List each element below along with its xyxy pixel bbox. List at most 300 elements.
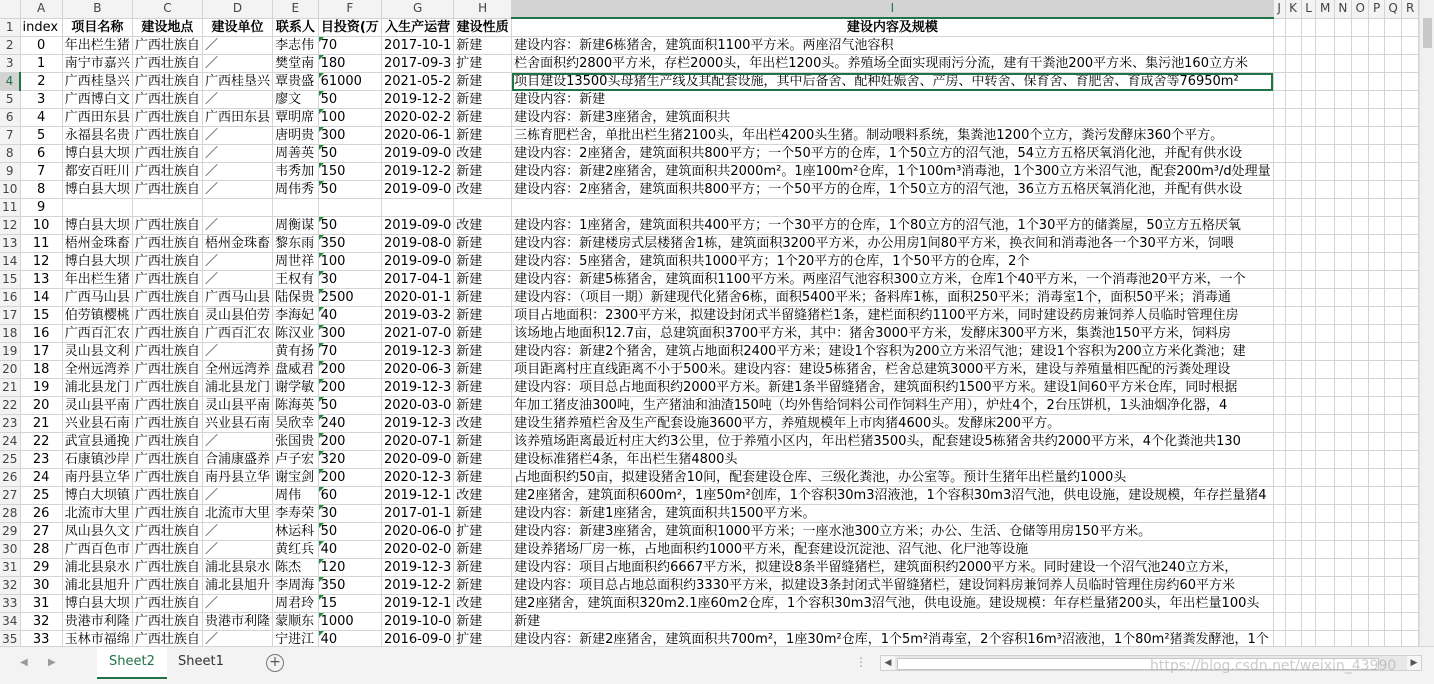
data-cell[interactable]: 2020-09-0 [382, 451, 454, 469]
column-header-r[interactable]: R [1402, 0, 1419, 18]
data-cell[interactable]: 周伟秀 [273, 181, 319, 199]
empty-cell[interactable] [1351, 127, 1369, 145]
index-cell[interactable]: 9 [20, 199, 62, 217]
empty-cell[interactable] [1334, 289, 1351, 307]
content-cell[interactable]: 建设内容：新建6栋猪舍，建筑面积1100平方米。两座沼气池容积 [512, 37, 1274, 55]
data-cell[interactable]: 100 [318, 253, 381, 271]
empty-cell[interactable] [1334, 307, 1351, 325]
header-cell[interactable]: index [20, 18, 62, 37]
content-cell[interactable]: 栏舍面积约2800平方米，存栏2000头，年出栏1200头。养殖场全面实现雨污分流，建有干粪池200平方米、集污池160立方米 [512, 55, 1274, 73]
add-sheet-icon[interactable]: + [266, 654, 284, 672]
index-cell[interactable]: 33 [20, 631, 62, 647]
empty-cell[interactable] [1285, 487, 1301, 505]
empty-cell[interactable] [1384, 559, 1402, 577]
empty-cell[interactable] [1316, 397, 1334, 415]
data-cell[interactable]: 2019-12-3 [382, 415, 454, 433]
content-cell[interactable]: 建设内容：新建 [512, 91, 1274, 109]
empty-cell[interactable] [1402, 109, 1419, 127]
empty-cell[interactable] [1384, 253, 1402, 271]
empty-cell[interactable] [1273, 37, 1285, 55]
data-cell[interactable]: 全州远湾养 [62, 361, 132, 379]
empty-cell[interactable] [1369, 253, 1384, 271]
data-cell[interactable]: 30 [318, 271, 381, 289]
data-cell[interactable]: 2019-12-2 [382, 91, 454, 109]
next-sheet-icon[interactable]: ▶ [48, 657, 56, 668]
data-cell[interactable]: 广西田东县 [202, 109, 272, 127]
data-cell[interactable]: 广西桂垦兴 [202, 73, 272, 91]
data-cell[interactable]: ／ [202, 163, 272, 181]
data-cell[interactable]: 周善英 [273, 145, 319, 163]
row-header[interactable]: 4 [0, 73, 20, 91]
column-header-q[interactable]: Q [1384, 0, 1402, 18]
data-cell[interactable]: 70 [318, 343, 381, 361]
empty-cell[interactable] [1285, 109, 1301, 127]
data-cell[interactable]: 陆保贵 [273, 289, 319, 307]
row-header[interactable]: 25 [0, 451, 20, 469]
empty-cell[interactable] [1316, 109, 1334, 127]
empty-cell[interactable] [1369, 631, 1384, 647]
empty-cell[interactable] [1384, 235, 1402, 253]
empty-cell[interactable] [1334, 397, 1351, 415]
empty-cell[interactable] [1369, 109, 1384, 127]
empty-cell[interactable] [1351, 91, 1369, 109]
data-cell[interactable]: 扩建 [454, 523, 512, 541]
data-cell[interactable]: 180 [318, 55, 381, 73]
empty-cell[interactable] [1334, 487, 1351, 505]
header-cell[interactable]: 建设地点 [132, 18, 202, 37]
scroll-left-icon[interactable]: ◀ [881, 656, 895, 670]
empty-cell[interactable] [1402, 577, 1419, 595]
empty-cell[interactable] [1369, 469, 1384, 487]
empty-cell[interactable] [1351, 559, 1369, 577]
empty-cell[interactable] [1369, 217, 1384, 235]
empty-cell[interactable] [1384, 361, 1402, 379]
empty-cell[interactable] [1301, 577, 1316, 595]
row-header[interactable]: 16 [0, 289, 20, 307]
empty-cell[interactable] [1273, 217, 1285, 235]
data-cell[interactable]: 都安百旺川 [62, 163, 132, 181]
empty-cell[interactable] [1285, 145, 1301, 163]
data-cell[interactable]: 新建 [454, 433, 512, 451]
empty-cell[interactable] [1334, 199, 1351, 217]
column-header-a[interactable]: A [20, 0, 62, 18]
empty-cell[interactable] [1384, 343, 1402, 361]
empty-cell[interactable] [1285, 163, 1301, 181]
content-cell[interactable]: 建设生猪养殖栏舍及生产配套设施3600平方，养殖规模年上市肉猪4600头。发酵床200平方。 [512, 415, 1274, 433]
index-cell[interactable]: 24 [20, 469, 62, 487]
data-cell[interactable]: ／ [202, 541, 272, 559]
index-cell[interactable]: 32 [20, 613, 62, 631]
content-cell[interactable]: 建设内容：新建5栋猪舍，建筑面积1100平方米。两座沼气池容积300立方米，仓库1个40平方米，一个消毒池20平方米，一个 [512, 271, 1274, 289]
empty-cell[interactable] [1301, 379, 1316, 397]
empty-cell[interactable] [1351, 289, 1369, 307]
empty-cell[interactable] [1402, 505, 1419, 523]
empty-cell[interactable] [1316, 631, 1334, 647]
empty-cell[interactable] [1334, 505, 1351, 523]
content-cell[interactable]: 新建 [512, 613, 1274, 631]
row-header[interactable]: 7 [0, 127, 20, 145]
data-cell[interactable]: 350 [318, 235, 381, 253]
empty-cell[interactable] [1334, 361, 1351, 379]
row-header[interactable]: 9 [0, 163, 20, 181]
empty-cell[interactable] [1351, 163, 1369, 181]
empty-cell[interactable] [1369, 559, 1384, 577]
empty-cell[interactable] [1369, 37, 1384, 55]
data-cell[interactable]: 改建 [454, 595, 512, 613]
empty-cell[interactable] [1273, 361, 1285, 379]
data-cell[interactable]: 新建 [454, 361, 512, 379]
empty-cell[interactable] [1334, 469, 1351, 487]
data-cell[interactable]: 2020-06-3 [382, 361, 454, 379]
empty-cell[interactable] [1369, 235, 1384, 253]
empty-cell[interactable] [1334, 433, 1351, 451]
empty-cell[interactable] [1334, 379, 1351, 397]
empty-cell[interactable] [1273, 271, 1285, 289]
row-header[interactable]: 19 [0, 343, 20, 361]
empty-cell[interactable] [1351, 307, 1369, 325]
content-cell[interactable]: 建设内容：新建楼房式层楼猪舍1栋，建筑面积3200平方米，办公用房1间80平方米，换衣间和消毒池各一个30平方米，饲喂 [512, 235, 1274, 253]
content-cell[interactable]: 建设内容：项目总占地面积约2000平方米。新建1条半留缝猪舍，建筑面积约1500平方米。建设1间60平方米仓库，同时根据 [512, 379, 1274, 397]
data-cell[interactable] [454, 199, 512, 217]
data-cell[interactable]: 2017-09-3 [382, 55, 454, 73]
empty-cell[interactable] [1273, 505, 1285, 523]
data-cell[interactable] [132, 199, 202, 217]
empty-cell[interactable] [1273, 325, 1285, 343]
empty-cell[interactable] [1273, 577, 1285, 595]
data-cell[interactable]: 新建 [454, 451, 512, 469]
empty-cell[interactable] [1301, 307, 1316, 325]
column-header-i[interactable]: I [512, 0, 1274, 18]
empty-cell[interactable] [1285, 73, 1301, 91]
empty-cell[interactable] [1301, 145, 1316, 163]
data-cell[interactable]: 李志伟 [273, 37, 319, 55]
empty-cell[interactable] [1384, 415, 1402, 433]
empty-cell[interactable] [1402, 613, 1419, 631]
empty-cell[interactable] [1402, 91, 1419, 109]
empty-cell[interactable] [1402, 307, 1419, 325]
empty-cell[interactable] [1301, 109, 1316, 127]
data-cell[interactable]: 广西壮族自 [132, 325, 202, 343]
data-cell[interactable]: 2019-12-2 [382, 163, 454, 181]
empty-cell[interactable] [1384, 379, 1402, 397]
data-cell[interactable]: 新建 [454, 469, 512, 487]
empty-cell[interactable] [1351, 217, 1369, 235]
data-cell[interactable]: 新建 [454, 559, 512, 577]
data-cell[interactable]: 改建 [454, 181, 512, 199]
empty-cell[interactable] [1402, 343, 1419, 361]
content-cell[interactable]: 建设内容：新建2座猪舍，建筑面积共2000m²。1座100m²仓库，1个100m³消毒池，1个300立方米沼气池，配套200m³/d处理量 [512, 163, 1274, 181]
row-header[interactable]: 34 [0, 613, 20, 631]
header-cell[interactable]: 建设单位 [202, 18, 272, 37]
index-cell[interactable]: 10 [20, 217, 62, 235]
data-cell[interactable]: ／ [202, 631, 272, 647]
data-cell[interactable]: 陈海英 [273, 397, 319, 415]
data-cell[interactable]: 40 [318, 541, 381, 559]
data-cell[interactable] [202, 199, 272, 217]
empty-cell[interactable] [1402, 469, 1419, 487]
empty-cell[interactable] [1402, 235, 1419, 253]
empty-cell[interactable] [1334, 181, 1351, 199]
empty-cell[interactable] [1369, 145, 1384, 163]
row-header[interactable]: 14 [0, 253, 20, 271]
empty-cell[interactable] [1285, 307, 1301, 325]
empty-cell[interactable] [1301, 469, 1316, 487]
empty-cell[interactable] [1402, 37, 1419, 55]
empty-cell[interactable] [1273, 613, 1285, 631]
row-header[interactable]: 12 [0, 217, 20, 235]
empty-cell[interactable] [1334, 127, 1351, 145]
data-cell[interactable]: 广西壮族自 [132, 343, 202, 361]
row-header[interactable]: 30 [0, 541, 20, 559]
empty-cell[interactable] [1316, 505, 1334, 523]
row-header[interactable]: 23 [0, 415, 20, 433]
row-header[interactable]: 1 [0, 18, 20, 37]
data-cell[interactable]: 兴业县石南 [62, 415, 132, 433]
data-cell[interactable]: 2020-02-2 [382, 109, 454, 127]
empty-cell[interactable] [1273, 541, 1285, 559]
empty-cell[interactable] [1285, 451, 1301, 469]
data-cell[interactable]: 兴业县石南 [202, 415, 272, 433]
row-header[interactable]: 32 [0, 577, 20, 595]
index-cell[interactable]: 5 [20, 127, 62, 145]
empty-cell[interactable] [1334, 217, 1351, 235]
empty-cell[interactable] [1384, 37, 1402, 55]
empty-cell[interactable] [1369, 577, 1384, 595]
data-cell[interactable]: 玉林市福绵 [62, 631, 132, 647]
data-cell[interactable]: ／ [202, 91, 272, 109]
empty-cell[interactable] [1316, 199, 1334, 217]
empty-cell[interactable] [1316, 541, 1334, 559]
empty-cell[interactable] [1369, 325, 1384, 343]
empty-cell[interactable] [1273, 199, 1285, 217]
empty-cell[interactable] [1301, 595, 1316, 613]
empty-cell[interactable] [1316, 559, 1334, 577]
data-cell[interactable]: 合浦康盛养 [202, 451, 272, 469]
index-cell[interactable]: 30 [20, 577, 62, 595]
data-cell[interactable]: 2017-04-1 [382, 271, 454, 289]
empty-cell[interactable] [1384, 91, 1402, 109]
data-cell[interactable]: 新建 [454, 163, 512, 181]
data-cell[interactable]: 伯劳镇樱桃 [62, 307, 132, 325]
empty-cell[interactable] [1402, 145, 1419, 163]
data-cell[interactable]: 30 [318, 505, 381, 523]
empty-cell[interactable] [1384, 433, 1402, 451]
data-cell[interactable]: 新建 [454, 505, 512, 523]
empty-cell[interactable] [1351, 523, 1369, 541]
index-cell[interactable]: 25 [20, 487, 62, 505]
data-cell[interactable]: 南丹县立华 [202, 469, 272, 487]
empty-cell[interactable] [1334, 109, 1351, 127]
empty-cell[interactable] [1334, 73, 1351, 91]
empty-cell[interactable] [1273, 595, 1285, 613]
empty-cell[interactable] [1402, 181, 1419, 199]
data-cell[interactable]: 150 [318, 163, 381, 181]
data-cell[interactable]: ／ [202, 217, 272, 235]
column-header-m[interactable]: M [1316, 0, 1334, 18]
data-cell[interactable]: 廖文 [273, 91, 319, 109]
content-cell[interactable]: 建设内容：2座猪舍，建筑面积共800平方；一个50平方的仓库，1个50立方的沼气池，36立方五格厌氧消化池，并配有供水设 [512, 181, 1274, 199]
empty-cell[interactable] [1351, 109, 1369, 127]
empty-cell[interactable] [1369, 163, 1384, 181]
data-cell[interactable]: 梧州金珠畜 [62, 235, 132, 253]
empty-cell[interactable] [1301, 613, 1316, 631]
empty-cell[interactable] [1285, 559, 1301, 577]
empty-cell[interactable] [1285, 361, 1301, 379]
index-cell[interactable]: 11 [20, 235, 62, 253]
data-cell[interactable]: 扩建 [454, 631, 512, 647]
data-cell[interactable]: 200 [318, 433, 381, 451]
vertical-scroll-thumb[interactable] [1423, 18, 1432, 48]
empty-cell[interactable] [1316, 613, 1334, 631]
empty-cell[interactable] [1384, 397, 1402, 415]
empty-cell[interactable] [1334, 271, 1351, 289]
empty-cell[interactable] [1334, 18, 1351, 37]
data-cell[interactable]: 广西壮族自 [132, 559, 202, 577]
row-header[interactable]: 17 [0, 307, 20, 325]
data-cell[interactable]: 2019-09-0 [382, 145, 454, 163]
content-cell[interactable]: 项目占地面积：2300平方米，拟建设封闭式半留缝猪栏1条，建栏面积约1100平方米，同时建设药房兼饲养人员临时管理住房 [512, 307, 1274, 325]
empty-cell[interactable] [1384, 199, 1402, 217]
row-header[interactable]: 27 [0, 487, 20, 505]
empty-cell[interactable] [1369, 505, 1384, 523]
empty-cell[interactable] [1384, 217, 1402, 235]
data-cell[interactable]: 300 [318, 127, 381, 145]
data-cell[interactable]: 新建 [454, 325, 512, 343]
data-cell[interactable]: 广西壮族自 [132, 163, 202, 181]
index-cell[interactable]: 18 [20, 361, 62, 379]
content-cell[interactable]: 建设养猪场厂房一栋，占地面积约1000平方米，配套建设沉淀池、沼气池、化尸池等设施 [512, 541, 1274, 559]
data-cell[interactable]: 张国贵 [273, 433, 319, 451]
column-header-n[interactable]: N [1334, 0, 1351, 18]
empty-cell[interactable] [1301, 73, 1316, 91]
data-cell[interactable]: 1000 [318, 613, 381, 631]
content-cell[interactable]: 该养殖场距离最近村庄大约3公里，位于养殖小区内，年出栏猪3500头，配套建设5栋猪舍共约2000平方米，4个化粪池共130 [512, 433, 1274, 451]
data-cell[interactable]: 350 [318, 577, 381, 595]
index-cell[interactable]: 3 [20, 91, 62, 109]
data-cell[interactable]: 新建 [454, 541, 512, 559]
data-cell[interactable]: 唐明贵 [273, 127, 319, 145]
empty-cell[interactable] [1334, 613, 1351, 631]
data-cell[interactable]: 广西壮族自 [132, 577, 202, 595]
data-cell[interactable]: 2019-12-1 [382, 487, 454, 505]
data-cell[interactable]: 宁进江 [273, 631, 319, 647]
empty-cell[interactable] [1402, 631, 1419, 647]
data-cell[interactable]: 新建 [454, 271, 512, 289]
empty-cell[interactable] [1384, 451, 1402, 469]
empty-cell[interactable] [1301, 217, 1316, 235]
column-header-k[interactable]: K [1285, 0, 1301, 18]
data-cell[interactable]: 卢子宏 [273, 451, 319, 469]
content-cell[interactable]: 项目建设13500头母猪生产线及其配套设施，其中后备舍、配种妊娠舍、产房、中转舍、保育舍、育肥舍、育成舍等76950m² [512, 73, 1274, 91]
empty-cell[interactable] [1316, 37, 1334, 55]
empty-cell[interactable] [1285, 469, 1301, 487]
empty-cell[interactable] [1316, 127, 1334, 145]
header-cell[interactable]: 入生产运营 [382, 18, 454, 37]
empty-cell[interactable] [1316, 73, 1334, 91]
row-header[interactable]: 18 [0, 325, 20, 343]
empty-cell[interactable] [1316, 217, 1334, 235]
data-cell[interactable]: 梧州金珠畜 [202, 235, 272, 253]
empty-cell[interactable] [1301, 325, 1316, 343]
empty-cell[interactable] [1301, 451, 1316, 469]
data-cell[interactable]: 200 [318, 361, 381, 379]
data-cell[interactable]: 改建 [454, 145, 512, 163]
data-cell[interactable]: 灵山县平南 [202, 397, 272, 415]
data-cell[interactable]: 60 [318, 487, 381, 505]
data-cell[interactable]: 陈杰 [273, 559, 319, 577]
data-cell[interactable]: 240 [318, 415, 381, 433]
data-cell[interactable]: 广西壮族自 [132, 253, 202, 271]
empty-cell[interactable] [1316, 523, 1334, 541]
empty-cell[interactable] [1351, 397, 1369, 415]
data-cell[interactable]: 2500 [318, 289, 381, 307]
data-cell[interactable]: 广西壮族自 [132, 181, 202, 199]
data-cell[interactable]: 年出栏生猪 [62, 271, 132, 289]
data-cell[interactable]: 200 [318, 379, 381, 397]
empty-cell[interactable] [1316, 433, 1334, 451]
empty-cell[interactable] [1384, 469, 1402, 487]
empty-cell[interactable] [1351, 55, 1369, 73]
data-cell[interactable]: 覃明席 [273, 109, 319, 127]
empty-cell[interactable] [1384, 145, 1402, 163]
column-header-p[interactable]: P [1369, 0, 1384, 18]
data-cell[interactable]: 广西百汇农 [62, 325, 132, 343]
empty-cell[interactable] [1351, 325, 1369, 343]
data-cell[interactable]: 100 [318, 109, 381, 127]
empty-cell[interactable] [1384, 163, 1402, 181]
empty-cell[interactable] [1369, 199, 1384, 217]
row-header[interactable]: 24 [0, 433, 20, 451]
empty-cell[interactable] [1384, 505, 1402, 523]
index-cell[interactable]: 1 [20, 55, 62, 73]
data-cell[interactable]: 博白县大坝 [62, 181, 132, 199]
empty-cell[interactable] [1369, 415, 1384, 433]
data-cell[interactable]: 新建 [454, 343, 512, 361]
row-header[interactable]: 11 [0, 199, 20, 217]
data-cell[interactable]: 广西壮族自 [132, 109, 202, 127]
row-header[interactable]: 15 [0, 271, 20, 289]
empty-cell[interactable] [1334, 343, 1351, 361]
empty-cell[interactable] [1301, 397, 1316, 415]
data-cell[interactable]: 覃贵盛 [273, 73, 319, 91]
data-cell[interactable]: 50 [318, 181, 381, 199]
data-cell[interactable]: 新建 [454, 109, 512, 127]
data-cell[interactable]: 120 [318, 559, 381, 577]
empty-cell[interactable] [1351, 343, 1369, 361]
data-cell[interactable]: 改建 [454, 217, 512, 235]
data-cell[interactable]: 谢宝剑 [273, 469, 319, 487]
empty-cell[interactable] [1316, 18, 1334, 37]
empty-cell[interactable] [1301, 127, 1316, 145]
empty-cell[interactable] [1369, 91, 1384, 109]
data-cell[interactable]: 广西壮族自 [132, 55, 202, 73]
index-cell[interactable]: 29 [20, 559, 62, 577]
data-cell[interactable]: 北流市大里 [202, 505, 272, 523]
header-cell[interactable]: 项目名称 [62, 18, 132, 37]
empty-cell[interactable] [1273, 469, 1285, 487]
data-cell[interactable]: 黄红兵 [273, 541, 319, 559]
data-cell[interactable]: 盘威君 [273, 361, 319, 379]
empty-cell[interactable] [1316, 325, 1334, 343]
data-cell[interactable]: 浦北县旭升 [202, 577, 272, 595]
empty-cell[interactable] [1402, 289, 1419, 307]
empty-cell[interactable] [1285, 199, 1301, 217]
data-cell[interactable]: 灵山县平南 [62, 397, 132, 415]
content-cell[interactable]: 建设内容：1座猪舍，建筑面积共400平方；一个30平方的仓库，1个80立方的沼气池，1个30平方的储粪屋，50立方五格厌氧 [512, 217, 1274, 235]
data-cell[interactable]: 永福县名贵 [62, 127, 132, 145]
row-header[interactable]: 3 [0, 55, 20, 73]
row-header[interactable]: 26 [0, 469, 20, 487]
